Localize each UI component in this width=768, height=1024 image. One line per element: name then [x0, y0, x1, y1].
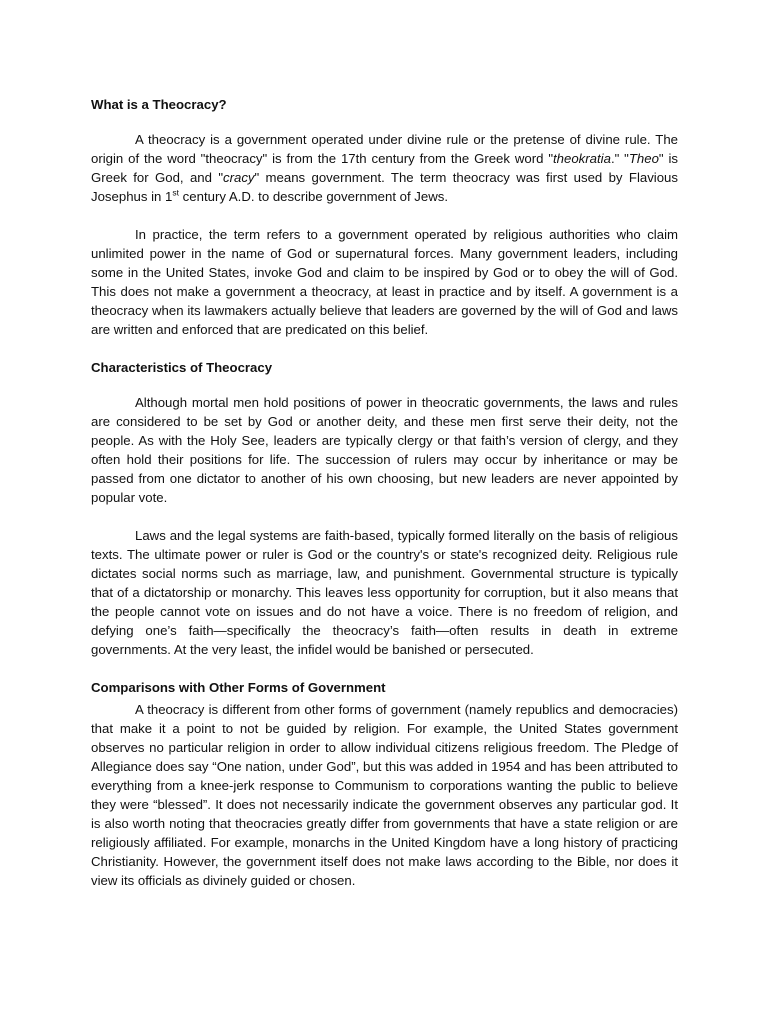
text-run: ." ": [610, 151, 629, 166]
section-heading-what-is-theocracy: What is a Theocracy?: [91, 97, 227, 112]
paragraph-laws-legal-systems: Laws and the legal systems are faith-based, typically formed literally on the basis of religious texts. The ultimate power or ruler is God or the country's or state's recognized deity. Religious rule dictates social norms such as marriage, law, and punishment. Governmental structure is typically that of a dictatorship or monarchy. This leaves less opportunity for corruption, but it also means that the people cannot vote on issues and do not have a voice. There is no freedom of religion, and defying one’s faith—specifically the theocracy’s faith—often results in death in extreme governments. At the very least, the infidel would be banished or persecuted.: [91, 528, 678, 657]
text-run: " is Greek for God, and ": [91, 151, 678, 185]
italic-term-theo: Theo: [628, 151, 659, 166]
text-run: century A.D. to describe government of Jews.: [179, 189, 449, 204]
document-body: [91, 95, 678, 890]
text-run: " means government. The term theocracy was first used by Flavious Josephus in 1: [91, 170, 678, 204]
paragraph-in-practice: In practice, the term refers to a government operated by religious authorities who claim unlimited power in the name of God or supernatural forces. Many government leaders, including some in the United States, invoke God and claim to be inspired by God or to obey the will of God. This does not make a government a theocracy, at least in practice and by itself. A government is a theocracy when its lawmakers actually believe that leaders are governed by the will of God and laws are written and enforced that are predicated on this belief.: [91, 227, 678, 337]
paragraph-comparisons: A theocracy is different from other forms of government (namely republics and democracies) that make it a point to not be guided by religion. For example, the United States government observes no particular religion in order to allow individual citizens religious freedom. The Pledge of Allegiance does say “One nation, under God”, but this was added in 1954 and has been attributed to everything from a knee-jerk response to Communism to corporations wanting the public to believe they were “blessed”. It does not necessarily indicate the government observes any particular god. It is also worth noting that theocracies greatly differ from governments that have a state religion or are religiously affiliated. For example, monarchs in the United Kingdom have a long history of practicing Christianity. However, the government itself does not make laws according to the Bible, nor does it view its officials as divinely guided or chosen.: [91, 702, 678, 888]
text-run: A theocracy is a government operated under divine rule or the pretense of divine rule. The origin of the word "theocracy" is from the 17th century from the Greek word ": [91, 132, 678, 166]
paragraph-mortal-men: Although mortal men hold positions of power in theocratic governments, the laws and rules are considered to be set by God or another deity, and these men first serve their deity, not the people. As with the Holy See, leaders are typically clergy or that faith’s version of clergy, and they often hold their positions for life. The succession of rulers may occur by inheritance or may be passed from one dictator to another of his own choosing, but new leaders are never appointed by popular vote.: [91, 395, 678, 505]
section-heading-comparisons: Comparisons with Other Forms of Government: [91, 680, 386, 695]
ordinal-superscript: st: [172, 187, 180, 198]
italic-term-cracy: cracy: [223, 170, 255, 185]
section-heading-characteristics: Characteristics of Theocracy: [91, 360, 273, 375]
italic-term-theokratia: theokratia: [553, 151, 611, 166]
paragraph-definition: [91, 130, 678, 206]
